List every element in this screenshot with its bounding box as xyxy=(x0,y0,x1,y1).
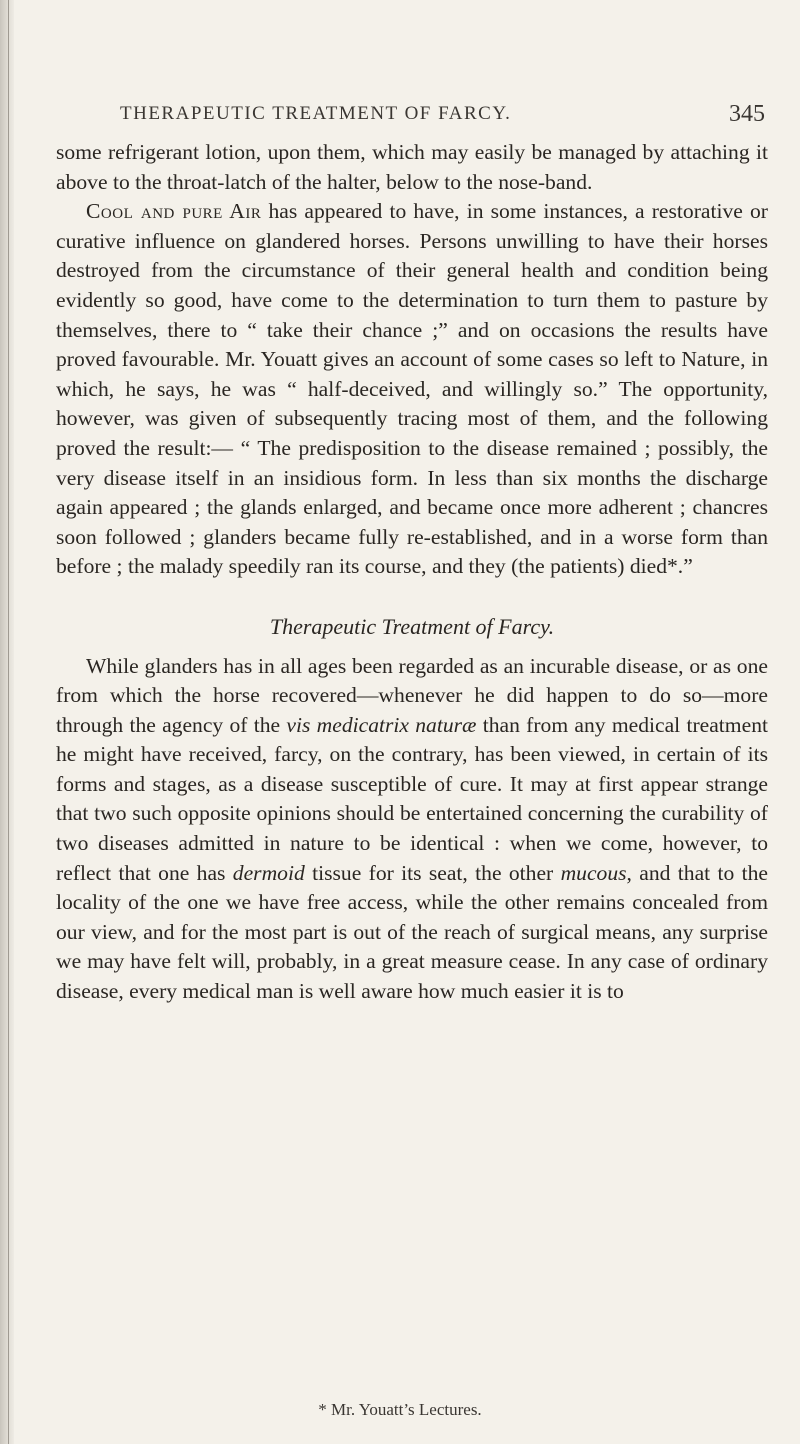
section-title: Therapeutic Treatment of Farcy. xyxy=(269,613,555,639)
paragraph-text: some refrigerant lotion, upon them, which may easily be managed by attaching it above to the throat-latch of the halter, below to the nose-band. xyxy=(56,140,768,194)
page-number: 345 xyxy=(729,101,765,127)
paragraph-text: has appeared to have, in some instances, a restorative or curative influence on glandered horses. Persons unwilling to have their horses destroyed from the circumstance of their general health and condition being evidently so good, have come to the determination to turn them to pasture by themselves, there to “ take their chance ;” and on occasions the results have proved favourable. Mr. Youatt gives an account of some cases so left to Nature, in which, he says, he was “ half-deceived, and willingly so.” The opportunity, however, was given of subsequently tracing most of them, and the following proved the result:— “ The predisposition to the disease remained ; possibly, the very disease itself in an insidious form. In less than six months the discharge again appeared ; the glands enlarged, and became once more adherent ; chancres soon followed ; glanders became fully re-established, and in a worse form than before ; the malady speedily ran its course, and they (the patients) died*.” xyxy=(56,199,768,579)
paragraph-text: tissue for its seat, the other xyxy=(304,860,561,885)
paragraph-cool-air xyxy=(56,197,768,582)
paragraph-farcy xyxy=(56,652,768,1007)
paragraph-lead-smallcaps: Cool and pure Air xyxy=(86,199,262,224)
paragraph-continuation xyxy=(56,138,768,197)
emphasis-mucous: mucous xyxy=(560,860,627,885)
binding-gutter xyxy=(0,0,14,1444)
page-body xyxy=(56,138,768,1007)
footnote: * Mr. Youatt’s Lectures. xyxy=(318,1400,482,1419)
latin-phrase: vis medicatrix naturæ xyxy=(286,712,477,737)
paragraph-text: , and that to the locality of the one we have free access, while the other remains concealed from our view, and for the most part is out of the reach of surgical means, any surprise we may have felt will, probably, in a great measure cease. In any case of ordinary disease, every medical man is well aware how much easier it is to xyxy=(56,860,768,1004)
running-head: THERAPEUTIC TREATMENT OF FARCY. xyxy=(120,103,512,124)
emphasis-dermoid: dermoid xyxy=(232,860,305,885)
page-header xyxy=(120,103,765,135)
paragraph-text: than from any medical treatment he might have received, farcy, on the contrary, has been viewed, in certain of its forms and stages, as a disease susceptible of cure. It may at first appear strange that two such opposite opinions should be entertained concerning the curability of two diseases admitted in nature to be identical : when we come, however, to reflect that one has xyxy=(56,712,768,885)
binding-edge-line xyxy=(8,0,9,1444)
paragraph-text: While glanders has in all ages been regarded as an incurable disease, or as one from which the horse recovered—whenever he did happen to do so—more through the agency of the xyxy=(56,653,768,737)
